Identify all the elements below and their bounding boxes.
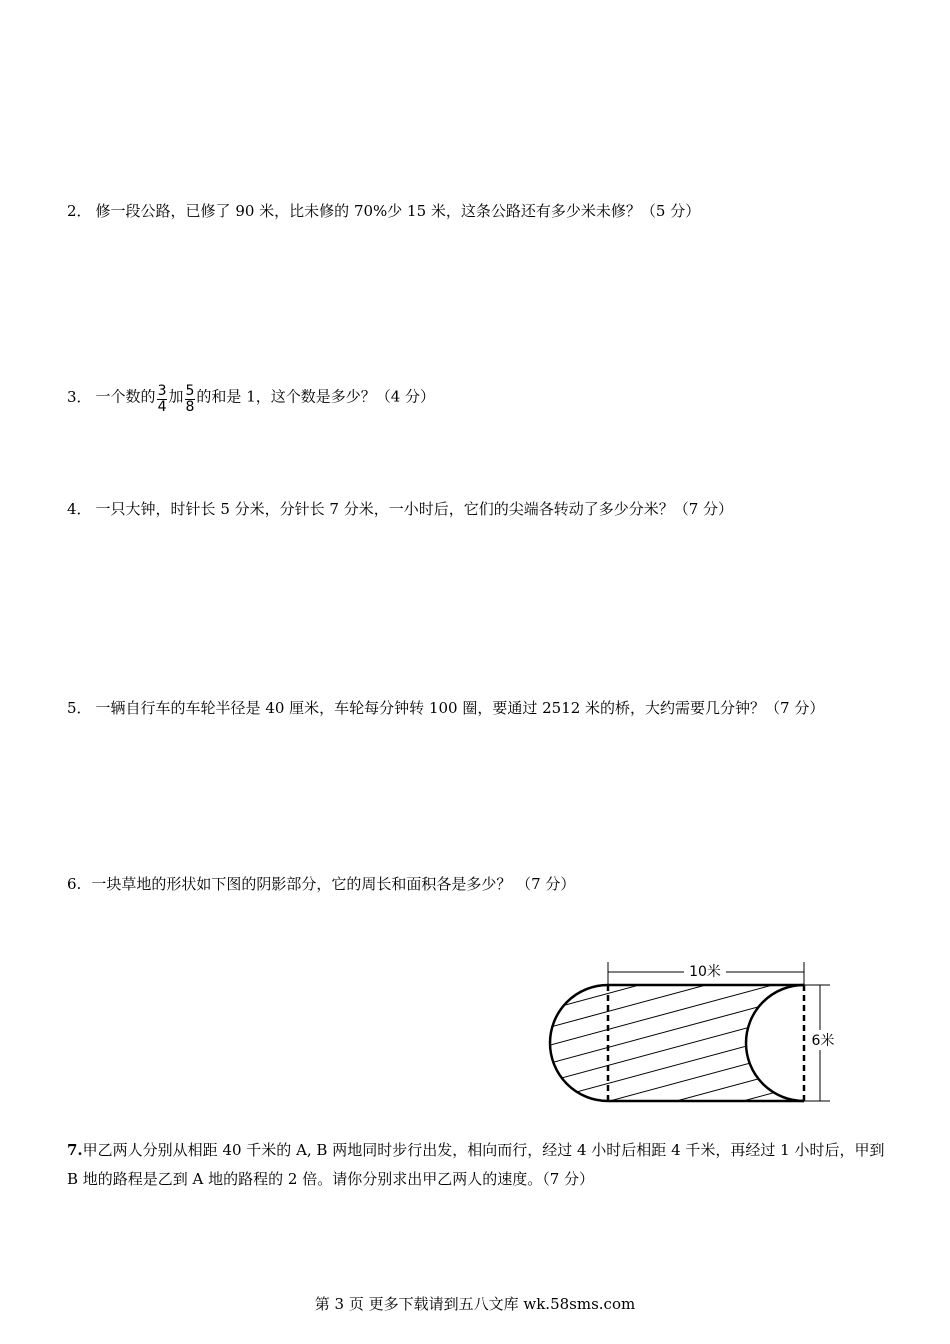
page-footer: 第 3 页 更多下载请到五八文库 wk.58sms.com bbox=[314, 1295, 636, 1313]
grass-shape-figure bbox=[545, 953, 845, 1113]
question-text-pre: 一个数的 bbox=[95, 387, 156, 406]
fraction-three-quarters bbox=[157, 384, 168, 415]
question-number: 7. bbox=[67, 1141, 83, 1159]
width-label: 10米 bbox=[689, 964, 721, 980]
question-text: 甲乙两人分别从相距 40 千米的 A, B 两地同时步行出发，相向而行，经过 4 小时后相距 4 千米，再经过 1 小时后，甲到 B 地的路程是乙到 A 地的路程的 2 倍。请你分别求出甲乙两人的速度。（7 分） bbox=[67, 1141, 885, 1188]
fraction-denominator: 4 bbox=[157, 399, 167, 415]
question-2 bbox=[67, 201, 700, 221]
question-3 bbox=[67, 382, 435, 413]
question-number: 5． bbox=[67, 699, 92, 717]
question-7 bbox=[67, 1136, 887, 1194]
question-text-post: 的和是 1，这个数是多少？（4 分） bbox=[196, 387, 436, 406]
fraction-five-eighths bbox=[185, 384, 196, 415]
fraction-numerator: 3 bbox=[157, 383, 167, 399]
question-6 bbox=[67, 874, 575, 894]
outline bbox=[550, 985, 804, 1101]
question-text: 一辆自行车的车轮半径是 40 厘米，车轮每分钟转 100 圈，要通过 2512 米的桥，大约需要几分钟？（7 分） bbox=[95, 699, 825, 717]
question-text-mid: 加 bbox=[168, 387, 184, 406]
question-text: 一只大钟，时针长 5 分米，分针长 7 分米，一小时后，它们的尖端各转动了多少分米？（7 分） bbox=[95, 500, 734, 518]
question-4 bbox=[67, 499, 733, 519]
question-number: 6. bbox=[67, 875, 82, 893]
question-5 bbox=[67, 698, 824, 718]
question-number: 4． bbox=[67, 500, 92, 518]
fraction-numerator: 5 bbox=[185, 383, 195, 399]
height-label: 6米 bbox=[811, 1033, 835, 1049]
question-number: 2． bbox=[67, 202, 92, 220]
fraction-denominator: 8 bbox=[185, 399, 195, 415]
question-number: 3． bbox=[67, 387, 92, 406]
question-text: 修一段公路，已修了 90 米，比未修的 70%少 15 米，这条公路还有多少米未修？（5 分） bbox=[95, 202, 701, 220]
question-text: 一块草地的形状如下图的阴影部分，它的周长和面积各是多少？ （7 分） bbox=[91, 875, 576, 893]
